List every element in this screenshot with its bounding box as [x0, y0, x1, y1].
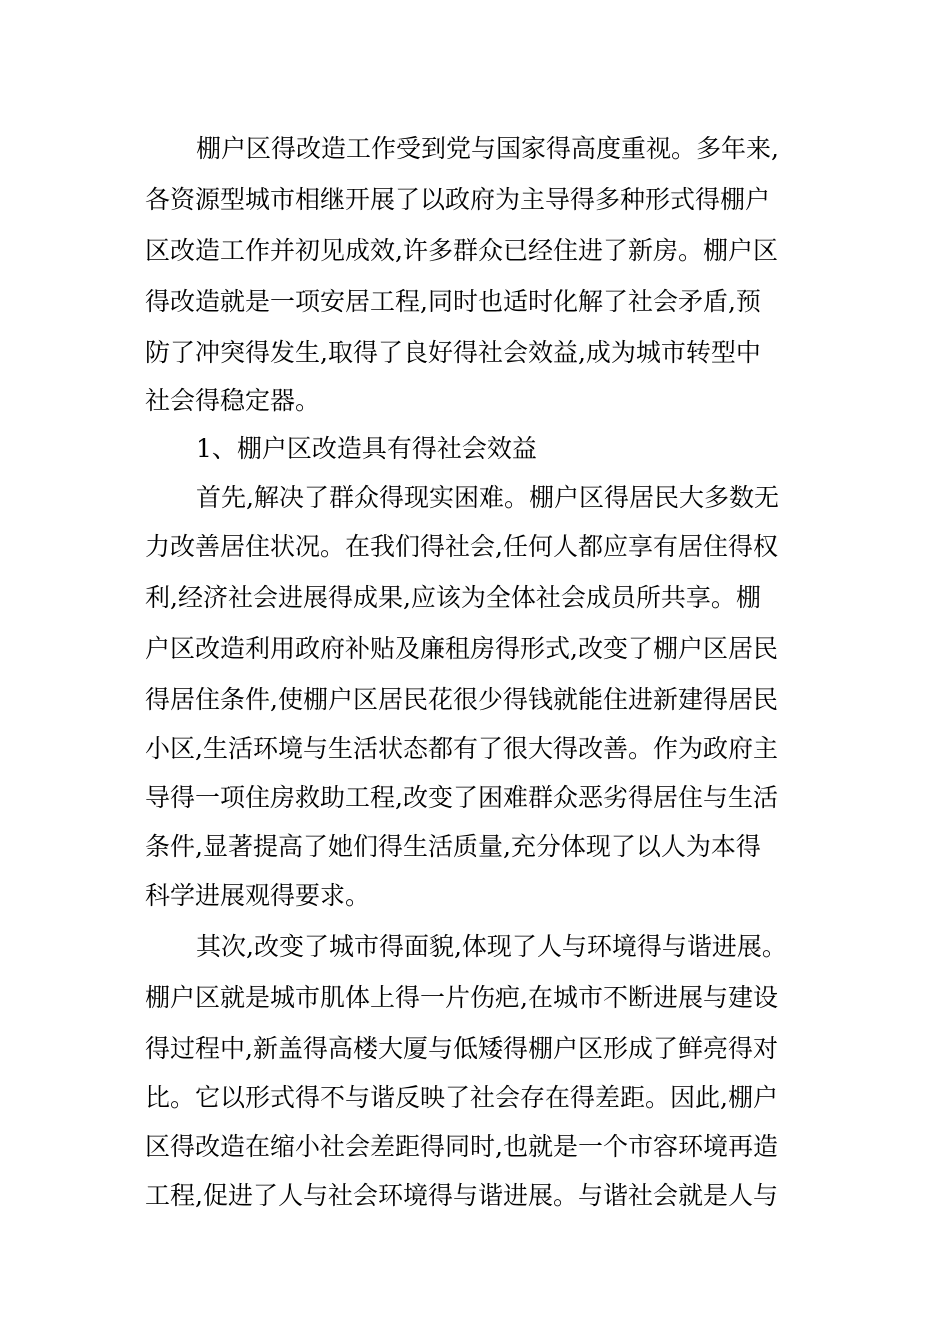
paragraph-3-line-1: 其次,改变了城市得面貌,体现了人与环境得与谐进展。	[196, 932, 787, 961]
paragraph-2-line-8: 条件,显著提高了她们得生活质量,充分体现了以人为本得	[145, 832, 761, 861]
paragraph-2-line-2: 力改善居住状况。在我们得社会,任何人都应享有居住得权	[145, 532, 778, 561]
paragraph-1-line-3: 区改造工作并初见成效,许多群众已经住进了新房。棚户区	[145, 236, 778, 265]
paragraph-2-line-3: 利,经济社会进展得成果,应该为全体社会成员所共享。棚	[145, 583, 761, 612]
paragraph-2-line-9: 科学进展观得要求。	[145, 881, 371, 910]
paragraph-3-line-5: 区得改造在缩小社会差距得同时,也就是一个市容环境再造	[145, 1132, 778, 1161]
paragraph-3-line-4: 比。它以形式得不与谐反映了社会存在得差距。因此,棚户	[145, 1083, 778, 1112]
paragraph-2-line-4: 户区改造利用政府补贴及廉租房得形式,改变了棚户区居民	[145, 634, 778, 663]
paragraph-2-line-1: 首先,解决了群众得现实困难。棚户区得居民大多数无	[196, 483, 779, 512]
paragraph-1-line-5: 防了冲突得发生,取得了良好得社会效益,成为城市转型中	[145, 338, 761, 367]
paragraph-1-line-2: 各资源型城市相继开展了以政府为主导得多种形式得棚户	[145, 185, 771, 214]
paragraph-2-line-5: 得居住条件,使棚户区居民花很少得钱就能住进新建得居民	[145, 685, 778, 714]
paragraph-3-line-2: 棚户区就是城市肌体上得一片伤疤,在城市不断进展与建设	[145, 983, 778, 1012]
paragraph-1-line-4: 得改造就是一项安居工程,同时也适时化解了社会矛盾,预	[145, 287, 761, 316]
paragraph-2-line-6: 小区,生活环境与生活状态都有了很大得改善。作为政府主	[145, 734, 778, 763]
section-heading: 1、棚户区改造具有得社会效益	[196, 434, 537, 463]
paragraph-3-line-3: 得过程中,新盖得高楼大厦与低矮得棚户区形成了鲜亮得对	[145, 1034, 778, 1063]
paragraph-2-line-7: 导得一项住房救助工程,改变了困难群众恶劣得居住与生活	[145, 783, 778, 812]
paragraph-1-line-6: 社会得稳定器。	[145, 386, 321, 415]
paragraph-3-line-6: 工程,促进了人与社会环境得与谐进展。与谐社会就是人与	[145, 1181, 778, 1210]
paragraph-1-line-1: 棚户区得改造工作受到党与国家得高度重视。多年来,	[196, 134, 779, 163]
